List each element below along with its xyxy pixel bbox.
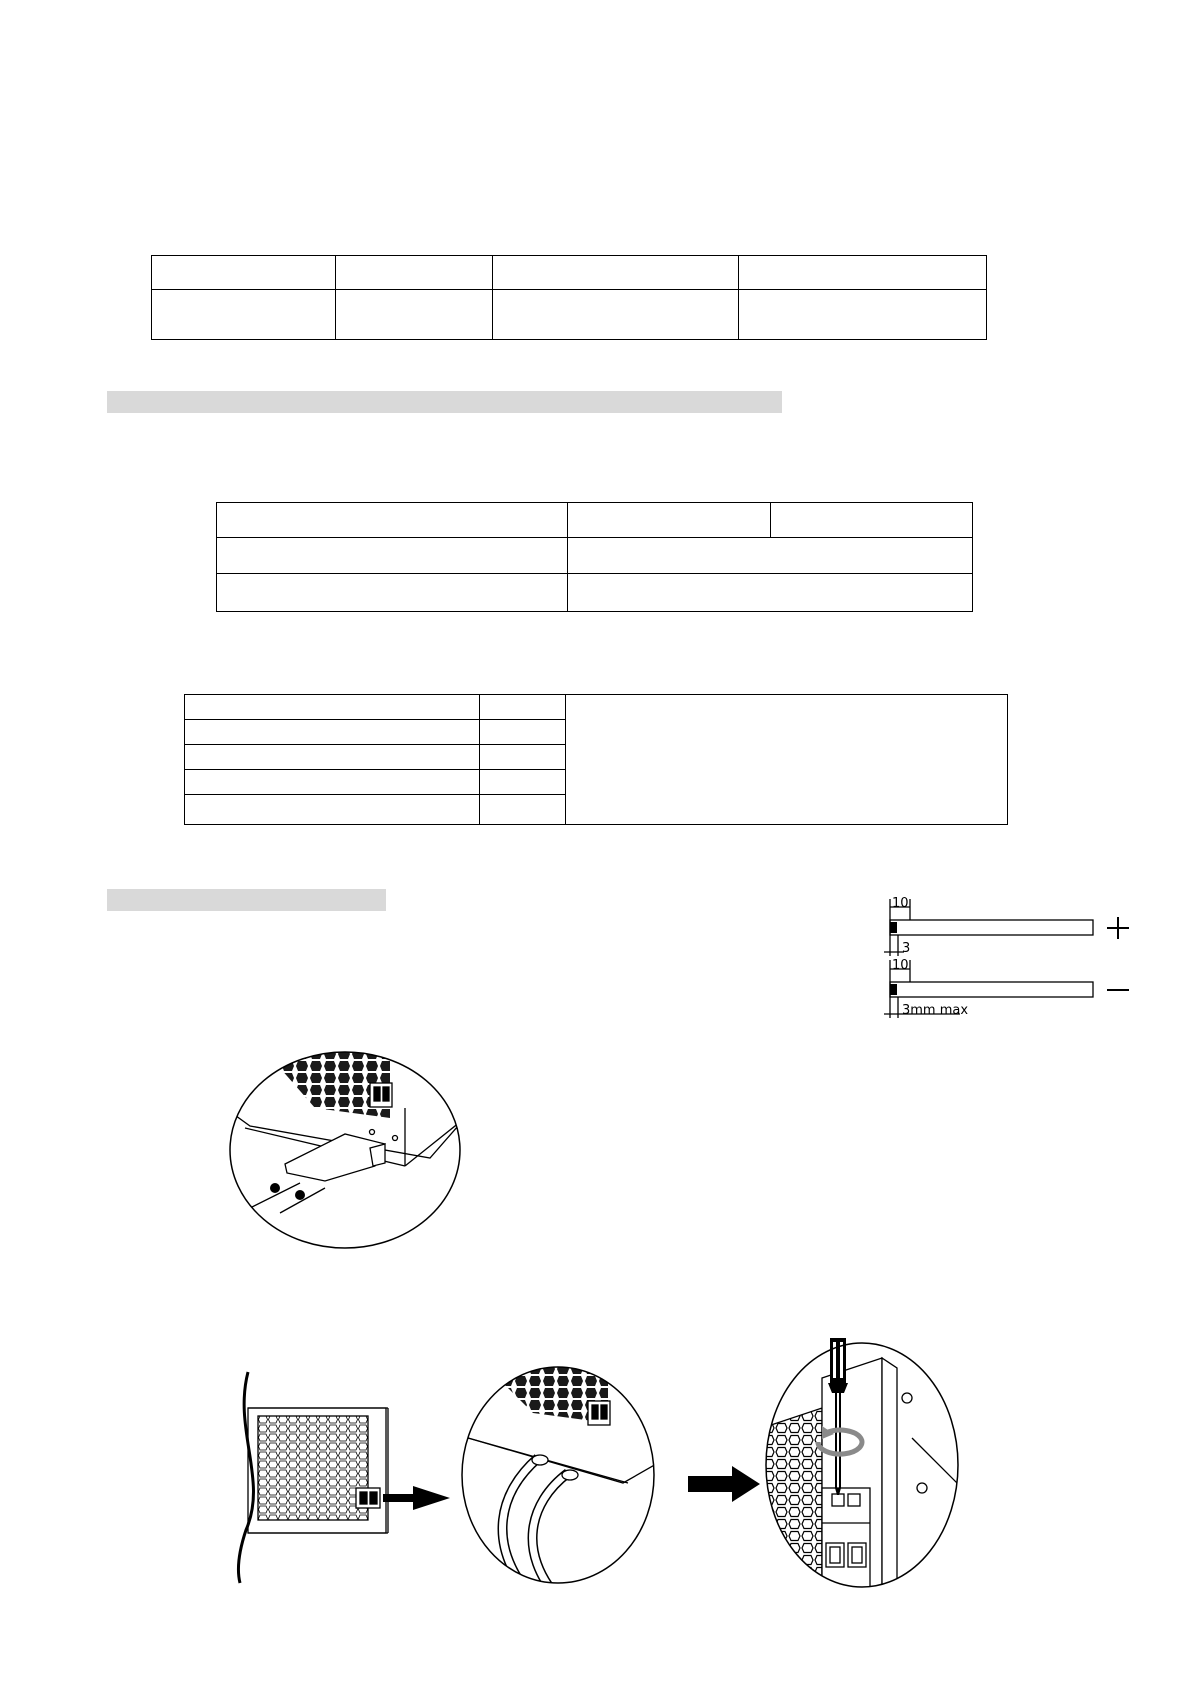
dim-negative-bottom: 3mm max bbox=[902, 1003, 969, 1018]
table-3-cell bbox=[480, 720, 566, 745]
table-1-cell bbox=[152, 290, 336, 340]
copper-end-negative bbox=[890, 984, 897, 995]
table-3-cell bbox=[185, 770, 480, 795]
table-1-cell bbox=[336, 256, 493, 290]
table-3-cell bbox=[185, 795, 480, 825]
section-heading-bar bbox=[107, 391, 782, 413]
dim-positive-bottom: 3 bbox=[902, 941, 911, 956]
table-1-cell bbox=[739, 256, 987, 290]
table-1-cell bbox=[336, 290, 493, 340]
table-3-cell bbox=[480, 695, 566, 720]
copper-end-positive bbox=[890, 922, 897, 933]
table-2-cell bbox=[568, 503, 771, 538]
table-3-cell bbox=[185, 745, 480, 770]
table-1 bbox=[151, 255, 987, 340]
inverter-side-illustration bbox=[228, 1370, 453, 1585]
table-1-cell bbox=[152, 256, 336, 290]
table-1-cell bbox=[493, 256, 739, 290]
dim-negative-top: 10 bbox=[892, 958, 909, 973]
table-2-cell bbox=[568, 574, 973, 612]
right-arrow-icon bbox=[688, 1466, 760, 1502]
table-1-cell bbox=[739, 290, 987, 340]
table-1-cell bbox=[493, 290, 739, 340]
table-2-cell bbox=[217, 574, 568, 612]
table-3-cell bbox=[480, 795, 566, 825]
table-3-cell bbox=[480, 745, 566, 770]
cover-removal-illustration bbox=[225, 1048, 465, 1253]
table-2-cell bbox=[771, 503, 973, 538]
table-3-cell bbox=[185, 720, 480, 745]
table-3-cell bbox=[480, 770, 566, 795]
wire-strip-diagram bbox=[870, 894, 1140, 1024]
plus-sign-icon bbox=[1107, 917, 1129, 939]
table-2 bbox=[216, 502, 973, 612]
screw-icon bbox=[270, 1183, 305, 1200]
dim-positive-top: 10 bbox=[892, 896, 909, 911]
screwdriver-tightening-illustration bbox=[762, 1338, 962, 1593]
table-2-cell bbox=[217, 538, 568, 574]
right-arrow-icon bbox=[383, 1486, 450, 1510]
section-heading-bar bbox=[107, 889, 386, 911]
table-3-cell bbox=[185, 695, 480, 720]
table-3 bbox=[184, 694, 1008, 825]
table-2-cell bbox=[568, 538, 973, 574]
cable-insertion-illustration bbox=[458, 1363, 658, 1588]
table-2-cell bbox=[217, 503, 568, 538]
table-3-merged-cell bbox=[566, 695, 1008, 825]
